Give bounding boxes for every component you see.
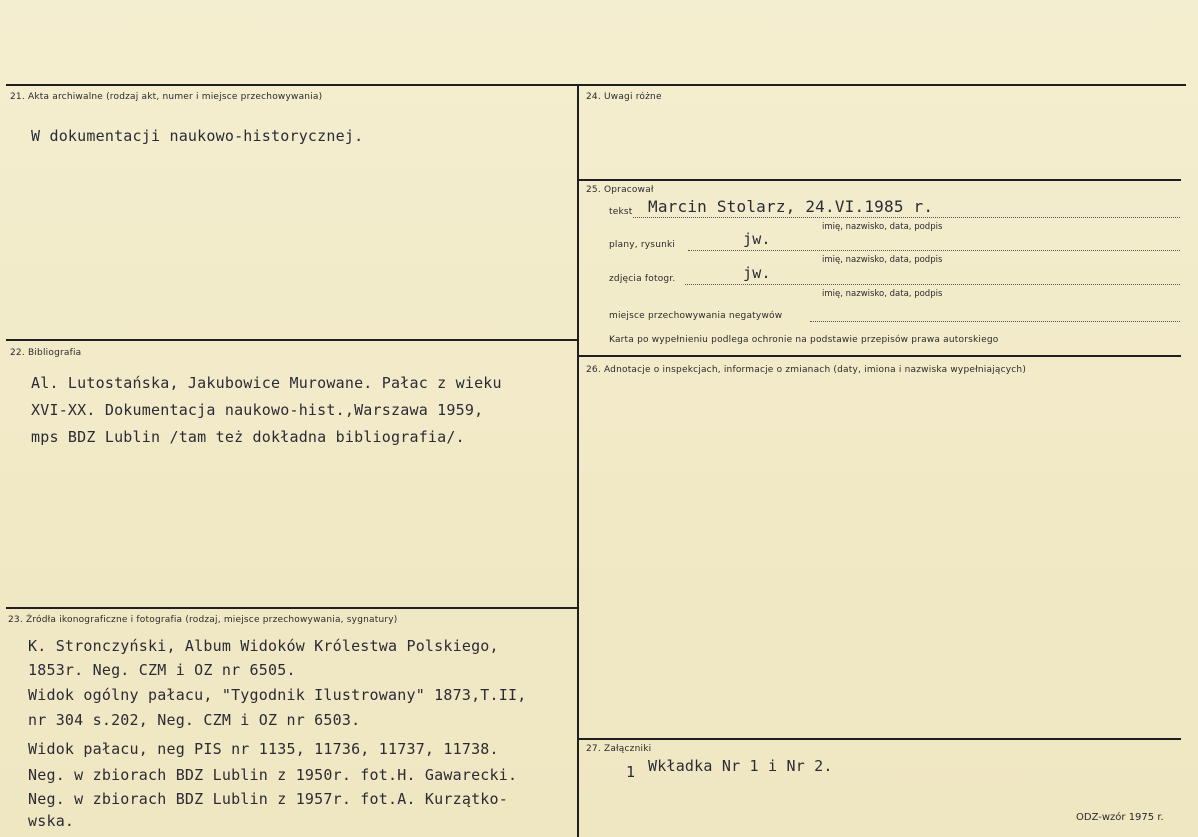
rule-22-23 <box>6 607 577 609</box>
rule-21-22 <box>6 339 577 341</box>
zdjecia-label: zdjęcia fotogr. <box>609 274 676 284</box>
section-21-text: W dokumentacji naukowo-historycznej. <box>31 127 364 145</box>
plany-value: jw. <box>743 230 771 248</box>
miejsce-dotted-line <box>810 321 1180 322</box>
section-21-label: 21. Akta archiwalne (rodzaj akt, numer i miejsce przechowywania) <box>10 92 323 102</box>
attachment-number: 1 <box>626 763 636 781</box>
sources-line-6: Neg. w zbiorach BDZ Lublin z 1950r. fot.H. Gawarecki. <box>28 766 518 784</box>
copyright-note: Karta po wypełnieniu podlega ochronie na podstawie przepisów prawa autorskiego <box>609 335 999 345</box>
sources-line-8: wska. <box>28 812 75 830</box>
form-footer: ODZ-wzór 1975 r. <box>1076 812 1164 823</box>
top-rule <box>6 84 1186 86</box>
section-23-label: 23. Źródła ikonograficzne i fotografia (rodzaj, miejsce przechowywania, sygnatury) <box>8 615 398 625</box>
tekst-dotted-line <box>633 217 1180 218</box>
sources-line-4: nr 304 s.202, Neg. CZM i OZ nr 6503. <box>28 711 361 729</box>
plany-dotted-line <box>688 250 1180 251</box>
sources-line-1: K. Stronczyński, Album Widoków Królestwa Polskiego, <box>28 637 499 655</box>
section-26-label: 26. Adnotacje o inspekcjach, informacje o zmianach (daty, imiona i nazwiska wypełniających) <box>586 365 1027 375</box>
center-divider <box>577 84 579 837</box>
zdjecia-caption: imię, nazwisko, data, podpis <box>822 289 943 299</box>
tekst-label: tekst <box>609 207 633 217</box>
bibliography-line-2: XVI-XX. Dokumentacja naukowo-hist.,Warszawa 1959, <box>31 401 484 419</box>
bibliography-line-3: mps BDZ Lublin /tam też dokładna bibliografia/. <box>31 428 465 446</box>
plany-caption: imię, nazwisko, data, podpis <box>822 255 943 265</box>
section-22-label: 22. Bibliografia <box>10 348 82 358</box>
tekst-caption: imię, nazwisko, data, podpis <box>822 222 943 232</box>
tekst-value: Marcin Stolarz, 24.VI.1985 r. <box>648 197 934 216</box>
rule-24-25 <box>579 179 1181 181</box>
attachment-text: Wkładka Nr 1 i Nr 2. <box>648 757 833 775</box>
sources-line-5: Widok pałacu, neg PIS nr 1135, 11736, 11737, 11738. <box>28 740 499 758</box>
miejsce-label: miejsce przechowywania negatywów <box>609 311 783 321</box>
rule-25-26 <box>579 355 1181 357</box>
section-24-label: 24. Uwagi różne <box>586 92 662 102</box>
section-25-label: 25. Opracował <box>586 185 654 195</box>
zdjecia-value: jw. <box>743 264 771 282</box>
plany-label: plany, rysunki <box>609 240 676 250</box>
zdjecia-dotted-line <box>685 284 1180 285</box>
bibliography-line-1: Al. Lutostańska, Jakubowice Murowane. Pałac z wieku <box>31 374 502 392</box>
rule-26-27 <box>579 738 1181 740</box>
sources-line-7: Neg. w zbiorach BDZ Lublin z 1957r. fot.A. Kurzątko- <box>28 790 508 808</box>
sources-line-3: Widok ogólny pałacu, "Tygodnik Ilustrowany" 1873,T.II, <box>28 686 527 704</box>
section-27-label: 27. Załączniki <box>586 744 652 754</box>
sources-line-2: 1853r. Neg. CZM i OZ nr 6505. <box>28 661 296 679</box>
